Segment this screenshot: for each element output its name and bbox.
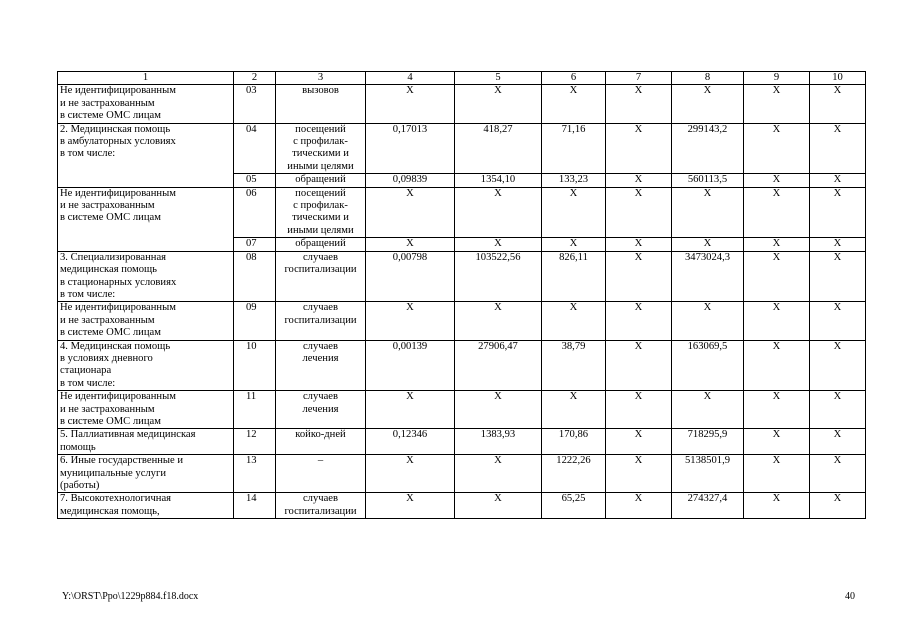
value-cell-10: Х	[810, 238, 866, 251]
value-cell-4: Х	[366, 493, 455, 519]
cell-text-line: госпитализации	[284, 505, 357, 517]
value-cell-9: Х	[744, 251, 810, 302]
value-cell-8: 3473024,3	[672, 251, 744, 302]
cell-text-line: случаев	[302, 493, 339, 505]
value-cell-4: Х	[366, 302, 455, 340]
unit-cell	[276, 123, 366, 174]
cell-text-line: в том числе:	[60, 377, 116, 389]
value-cell-4: 0,12346	[366, 429, 455, 455]
value-cell-10: Х	[810, 391, 866, 429]
cell-text-line: стационара	[60, 365, 112, 377]
value-cell-9: Х	[744, 123, 810, 174]
value-cell-8: 718295,9	[672, 429, 744, 455]
value-cell-9: Х	[744, 174, 810, 187]
header-cell: 4	[366, 72, 455, 85]
header-cell: 3	[276, 72, 366, 85]
footer-page-number: 40	[845, 591, 855, 602]
value-cell-6: Х	[542, 187, 606, 238]
row-label-cell	[58, 493, 234, 519]
value-cell-4: Х	[366, 455, 455, 493]
value-cell-9: Х	[744, 340, 810, 391]
value-cell-7: Х	[606, 238, 672, 251]
value-cell-7: Х	[606, 391, 672, 429]
cell-text-line: в стационарных условиях	[60, 276, 177, 288]
row-code-cell: 06	[234, 187, 276, 238]
value-cell-7: Х	[606, 429, 672, 455]
cell-text-line: Не идентифицированным	[60, 85, 176, 97]
row-label-cell	[58, 85, 234, 123]
header-cell: 10	[810, 72, 866, 85]
cell-text-line: медицинская помощь	[60, 264, 157, 276]
cell-text-line: случаев	[302, 340, 339, 352]
value-cell-4: Х	[366, 85, 455, 123]
cell-text-line: 5. Паллиативная медицинская	[60, 429, 196, 441]
value-cell-5: 1354,10	[455, 174, 542, 187]
cell-text-line: помощь	[60, 441, 96, 453]
value-cell-7: Х	[606, 251, 672, 302]
value-cell-4: Х	[366, 238, 455, 251]
cell-text-line: в амбулаторных условиях	[60, 136, 176, 148]
value-cell-4: Х	[366, 187, 455, 238]
unit-cell	[276, 340, 366, 391]
value-cell-6: Х	[542, 85, 606, 123]
cell-text-line: лечения	[302, 403, 339, 415]
cell-text-line: госпитализации	[284, 264, 357, 276]
table-row	[58, 455, 866, 493]
header-cell: 5	[455, 72, 542, 85]
row-label-cell	[58, 429, 234, 455]
value-cell-6: 38,79	[542, 340, 606, 391]
value-cell-10: Х	[810, 302, 866, 340]
unit-cell	[276, 493, 366, 519]
unit-cell	[276, 238, 366, 251]
header-cell: 6	[542, 72, 606, 85]
value-cell-5: 27906,47	[455, 340, 542, 391]
cell-text-line: обращений	[295, 174, 346, 186]
table-row	[58, 85, 866, 123]
value-cell-4: 0,17013	[366, 123, 455, 174]
cell-text-line: посещений	[295, 187, 346, 199]
value-cell-7: Х	[606, 455, 672, 493]
cell-text-line: иными целями	[287, 224, 354, 236]
cell-text-line: 4. Медицинская помощь	[60, 340, 171, 352]
row-code-cell: 14	[234, 493, 276, 519]
unit-cell	[276, 251, 366, 302]
cell-text-line: в системе ОМС лицам	[60, 110, 161, 122]
cell-text-line: случаев	[302, 391, 339, 403]
cell-text-line: с профилак-	[293, 200, 348, 212]
value-cell-9: Х	[744, 429, 810, 455]
cell-text-line: в системе ОМС лицам	[60, 212, 161, 224]
cell-text-line: тическими и	[292, 212, 349, 224]
table-row	[58, 429, 866, 455]
value-cell-7: Х	[606, 174, 672, 187]
unit-cell	[276, 85, 366, 123]
table-row	[58, 391, 866, 429]
row-code-cell: 09	[234, 302, 276, 340]
header-cell: 7	[606, 72, 672, 85]
value-cell-8: 299143,2	[672, 123, 744, 174]
value-cell-5: Х	[455, 302, 542, 340]
cell-text-line: в системе ОМС лицам	[60, 415, 161, 427]
value-cell-5: 103522,56	[455, 251, 542, 302]
unit-cell	[276, 429, 366, 455]
header-row	[58, 72, 866, 85]
footer-file-path: Y:\ORST\Ppo\1229p884.f18.docx	[62, 591, 199, 602]
value-cell-8: 163069,5	[672, 340, 744, 391]
row-code-cell: 07	[234, 238, 276, 251]
cell-text-line: лечения	[302, 352, 339, 364]
value-cell-9: Х	[744, 302, 810, 340]
value-cell-6: 1222,26	[542, 455, 606, 493]
unit-cell	[276, 174, 366, 187]
cell-text-line: в условиях дневного	[60, 352, 153, 364]
value-cell-8: 274327,4	[672, 493, 744, 519]
cell-text-line: 3. Специализированная	[60, 251, 167, 263]
row-code-cell: 05	[234, 174, 276, 187]
cell-text-line: муниципальные услуги	[60, 467, 166, 479]
value-cell-5: 418,27	[455, 123, 542, 174]
value-cell-10: Х	[810, 340, 866, 391]
value-cell-5: Х	[455, 455, 542, 493]
value-cell-8: Х	[672, 391, 744, 429]
value-cell-4: 0,00139	[366, 340, 455, 391]
row-label-cell	[58, 123, 234, 187]
row-label-cell	[58, 340, 234, 391]
value-cell-8: Х	[672, 85, 744, 123]
cell-text-line: и не застрахованным	[60, 403, 155, 415]
value-cell-7: Х	[606, 85, 672, 123]
row-code-cell: 08	[234, 251, 276, 302]
cell-text-line: госпитализации	[284, 314, 357, 326]
cell-text-line: и не застрахованным	[60, 97, 155, 109]
row-code-cell: 13	[234, 455, 276, 493]
header-cell: 8	[672, 72, 744, 85]
value-cell-8: Х	[672, 238, 744, 251]
value-cell-10: Х	[810, 251, 866, 302]
row-label-cell	[58, 302, 234, 340]
value-cell-7: Х	[606, 302, 672, 340]
cell-text-line: медицинская помощь,	[60, 505, 160, 517]
value-cell-8: Х	[672, 302, 744, 340]
row-label-cell	[58, 187, 234, 251]
table-row	[58, 123, 866, 174]
cell-text-line: Не идентифицированным	[60, 391, 176, 403]
unit-cell	[276, 391, 366, 429]
unit-cell	[276, 455, 366, 493]
value-cell-4: Х	[366, 391, 455, 429]
cell-text-line: тическими и	[292, 148, 349, 160]
row-code-cell: 12	[234, 429, 276, 455]
value-cell-8: 5138501,9	[672, 455, 744, 493]
cell-text-line: в том числе:	[60, 148, 116, 160]
data-table	[57, 71, 866, 519]
value-cell-6: Х	[542, 238, 606, 251]
cell-text-line: вызовов	[302, 85, 339, 97]
value-cell-9: Х	[744, 85, 810, 123]
value-cell-6: 65,25	[542, 493, 606, 519]
value-cell-8: Х	[672, 187, 744, 238]
cell-text-line: –	[317, 455, 324, 467]
table-row	[58, 251, 866, 302]
unit-cell	[276, 187, 366, 238]
value-cell-6: 170,86	[542, 429, 606, 455]
value-cell-5: Х	[455, 493, 542, 519]
value-cell-7: Х	[606, 187, 672, 238]
value-cell-7: Х	[606, 493, 672, 519]
cell-text-line: случаев	[302, 251, 339, 263]
cell-text-line: с профилак-	[293, 136, 348, 148]
cell-text-line: в системе ОМС лицам	[60, 327, 161, 339]
value-cell-9: Х	[744, 238, 810, 251]
cell-text-line: (работы)	[60, 480, 100, 491]
value-cell-8: 560113,5	[672, 174, 744, 187]
row-code-cell: 10	[234, 340, 276, 391]
value-cell-9: Х	[744, 455, 810, 493]
value-cell-7: Х	[606, 123, 672, 174]
value-cell-4: 0,09839	[366, 174, 455, 187]
cell-text-line: и не застрахованным	[60, 314, 155, 326]
table-row	[58, 340, 866, 391]
cell-text-line: Не идентифицированным	[60, 302, 176, 314]
table-row	[58, 493, 866, 519]
value-cell-4: 0,00798	[366, 251, 455, 302]
value-cell-10: Х	[810, 429, 866, 455]
value-cell-5: Х	[455, 391, 542, 429]
value-cell-5: 1383,93	[455, 429, 542, 455]
value-cell-9: Х	[744, 493, 810, 519]
header-cell: 2	[234, 72, 276, 85]
value-cell-10: Х	[810, 85, 866, 123]
cell-text-line: койко-дней	[295, 429, 346, 441]
header-cell: 9	[744, 72, 810, 85]
row-code-cell: 11	[234, 391, 276, 429]
value-cell-5: Х	[455, 238, 542, 251]
cell-text-line: и не застрахованным	[60, 200, 155, 212]
value-cell-6: Х	[542, 302, 606, 340]
value-cell-5: Х	[455, 85, 542, 123]
value-cell-10: Х	[810, 174, 866, 187]
cell-text-line: 7. Высокотехнологичная	[60, 493, 172, 505]
cell-text-line: Не идентифицированным	[60, 187, 176, 199]
table-row	[58, 302, 866, 340]
cell-text-line: 6. Иные государственные и	[60, 455, 184, 467]
cell-text-line: иными целями	[287, 160, 354, 172]
row-code-cell: 03	[234, 85, 276, 123]
header-cell: 1	[58, 72, 234, 85]
row-label-cell	[58, 391, 234, 429]
value-cell-6: 133,23	[542, 174, 606, 187]
cell-text-line: посещений	[295, 123, 346, 135]
table-row	[58, 187, 866, 238]
value-cell-9: Х	[744, 187, 810, 238]
value-cell-10: Х	[810, 493, 866, 519]
row-code-cell: 04	[234, 123, 276, 174]
cell-text-line: в том числе:	[60, 288, 116, 300]
value-cell-6: 71,16	[542, 123, 606, 174]
value-cell-6: Х	[542, 391, 606, 429]
value-cell-10: Х	[810, 455, 866, 493]
value-cell-10: Х	[810, 123, 866, 174]
value-cell-6: 826,11	[542, 251, 606, 302]
row-label-cell	[58, 251, 234, 302]
value-cell-10: Х	[810, 187, 866, 238]
value-cell-9: Х	[744, 391, 810, 429]
value-cell-5: Х	[455, 187, 542, 238]
cell-text-line: обращений	[295, 238, 346, 250]
unit-cell	[276, 302, 366, 340]
cell-text-line: случаев	[302, 302, 339, 314]
cell-text-line: 2. Медицинская помощь	[60, 123, 171, 135]
row-label-cell	[58, 455, 234, 493]
value-cell-7: Х	[606, 340, 672, 391]
